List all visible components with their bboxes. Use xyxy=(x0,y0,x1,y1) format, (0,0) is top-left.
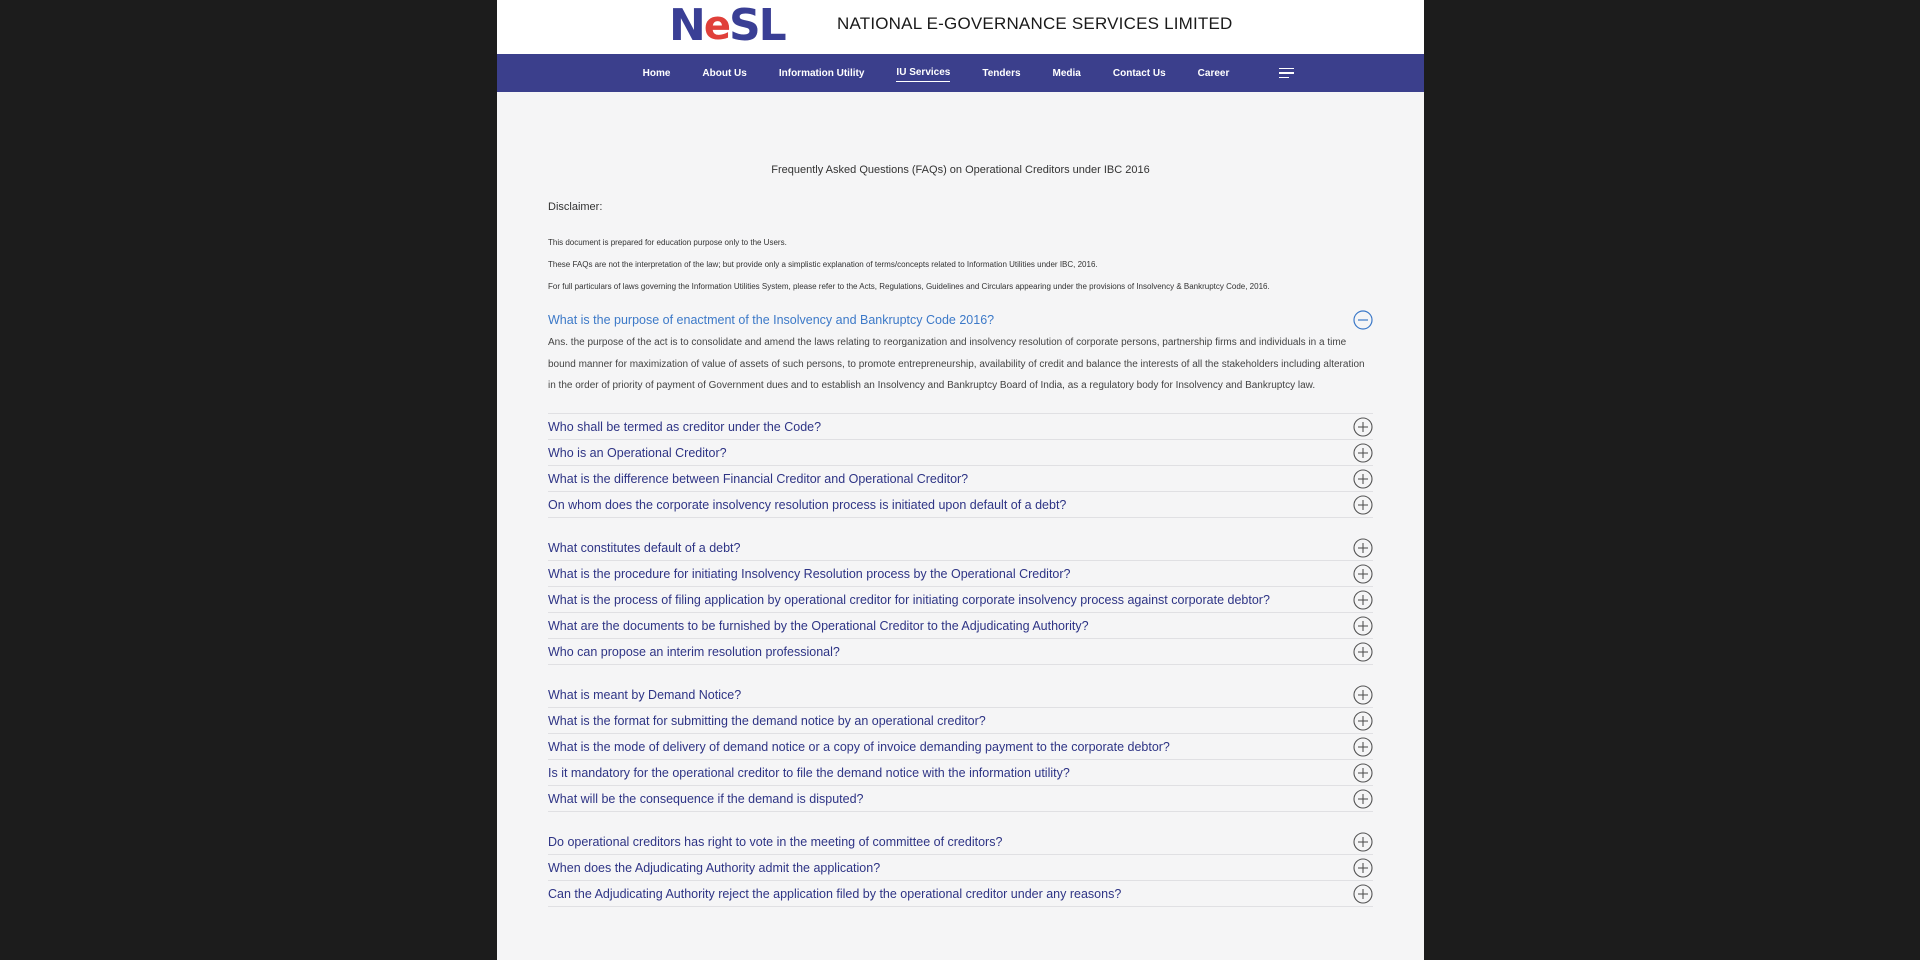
faq-question-toggle[interactable] xyxy=(548,639,1373,664)
faq-question-toggle[interactable] xyxy=(548,786,1373,811)
faq-item xyxy=(548,829,1373,855)
faq-group-spacer xyxy=(548,665,1373,682)
expand-plus-icon[interactable] xyxy=(1353,789,1373,809)
nesl-logo[interactable] xyxy=(669,0,785,51)
site-header xyxy=(497,0,1424,54)
logo-letter-n: N xyxy=(669,0,704,51)
faq-question-toggle[interactable] xyxy=(548,682,1373,707)
faq-question-toggle[interactable] xyxy=(548,760,1373,785)
faq-question-text: On whom does the corporate insolvency resolution process is initiated upon default of a debt? xyxy=(548,497,1067,512)
disclaimer-line: This document is prepared for education purpose only to the Users. xyxy=(548,238,787,247)
expand-plus-icon[interactable] xyxy=(1353,590,1373,610)
faq-question-text: Who is an Operational Creditor? xyxy=(548,445,727,460)
collapse-minus-icon[interactable] xyxy=(1353,310,1373,330)
faq-question-toggle[interactable] xyxy=(548,613,1373,638)
faq-question-text: Who can propose an interim resolution professional? xyxy=(548,644,840,659)
disclaimer-heading: Disclaimer: xyxy=(548,201,603,213)
logo-letters-sl: SL xyxy=(728,0,785,51)
faq-question-toggle[interactable] xyxy=(548,440,1373,465)
faq-group-spacer xyxy=(548,518,1373,535)
page-container xyxy=(497,0,1424,960)
faq-question-text: What is the mode of delivery of demand notice or a copy of invoice demanding payment to the corporate debtor? xyxy=(548,739,1170,754)
expand-plus-icon[interactable] xyxy=(1353,469,1373,489)
faq-question-text: What is the difference between Financial Creditor and Operational Creditor? xyxy=(548,471,969,486)
expand-plus-icon[interactable] xyxy=(1353,737,1373,757)
expand-plus-icon[interactable] xyxy=(1353,763,1373,783)
faq-item xyxy=(548,413,1373,440)
expand-plus-icon[interactable] xyxy=(1353,495,1373,515)
faq-question-toggle[interactable] xyxy=(548,708,1373,733)
faq-question-text: What constitutes default of a debt? xyxy=(548,540,741,555)
disclaimer-line: These FAQs are not the interpretation of the law; but provide only a simplistic explanation of terms/concepts related to Information Utilities under IBC, 2016. xyxy=(548,260,1098,269)
faq-item xyxy=(548,708,1373,734)
faq-item xyxy=(548,561,1373,587)
faq-item-open xyxy=(548,307,1373,413)
nav-item-media[interactable]: Media xyxy=(1052,67,1081,79)
page-title: Frequently Asked Questions (FAQs) on Operational Creditors under IBC 2016 xyxy=(771,164,1150,176)
faq-question-text: What will be the consequence if the demand is disputed? xyxy=(548,791,864,806)
expand-plus-icon[interactable] xyxy=(1353,832,1373,852)
faq-item xyxy=(548,466,1373,492)
expand-plus-icon[interactable] xyxy=(1353,711,1373,731)
faq-item xyxy=(548,440,1373,466)
faq-question-toggle[interactable] xyxy=(548,881,1373,906)
expand-plus-icon[interactable] xyxy=(1353,616,1373,636)
expand-plus-icon[interactable] xyxy=(1353,417,1373,437)
faq-item xyxy=(548,613,1373,639)
main-content xyxy=(497,164,1424,907)
nav-item-career[interactable]: Career xyxy=(1197,67,1230,79)
faq-item xyxy=(548,855,1373,881)
expand-plus-icon[interactable] xyxy=(1353,685,1373,705)
faq-question-toggle[interactable] xyxy=(548,561,1373,586)
main-navigation xyxy=(497,54,1424,92)
faq-question-toggle[interactable] xyxy=(548,855,1373,880)
expand-plus-icon[interactable] xyxy=(1353,858,1373,878)
faq-item xyxy=(548,639,1373,665)
organization-name: NATIONAL E-GOVERNANCE SERVICES LIMITED xyxy=(837,14,1233,33)
faq-item xyxy=(548,587,1373,613)
nav-item-iu-services[interactable]: IU Services xyxy=(896,64,950,82)
nav-item-information-utility[interactable]: Information Utility xyxy=(778,67,865,79)
faq-item xyxy=(548,734,1373,760)
faq-accordion xyxy=(548,307,1373,907)
faq-question-text: What is meant by Demand Notice? xyxy=(548,687,742,702)
faq-question-text: What is the purpose of enactment of the Insolvency and Bankruptcy Code 2016? xyxy=(548,312,995,327)
faq-question-text: Who shall be termed as creditor under the Code? xyxy=(548,419,822,434)
faq-question-text: What is the process of filing application by operational creditor for initiating corporate insolvency process against corporate debtor? xyxy=(548,592,1270,607)
faq-question-toggle[interactable] xyxy=(548,829,1373,854)
faq-question-toggle[interactable] xyxy=(548,414,1373,439)
faq-group-spacer xyxy=(548,812,1373,829)
expand-plus-icon[interactable] xyxy=(1353,884,1373,904)
faq-question-toggle[interactable] xyxy=(548,492,1373,517)
faq-item xyxy=(548,786,1373,812)
faq-question-toggle[interactable] xyxy=(548,466,1373,491)
nav-item-tenders[interactable]: Tenders xyxy=(982,67,1021,79)
faq-item xyxy=(548,760,1373,786)
faq-question-text: Is it mandatory for the operational creditor to file the demand notice with the information utility? xyxy=(548,765,1070,780)
expand-plus-icon[interactable] xyxy=(1353,538,1373,558)
expand-plus-icon[interactable] xyxy=(1353,443,1373,463)
faq-item xyxy=(548,881,1373,907)
faq-question-text: Do operational creditors has right to vote in the meeting of committee of creditors? xyxy=(548,834,1003,849)
expand-plus-icon[interactable] xyxy=(1353,564,1373,584)
hamburger-menu-icon[interactable] xyxy=(1279,68,1294,79)
faq-question-toggle[interactable] xyxy=(548,587,1373,612)
faq-question-toggle[interactable] xyxy=(548,535,1373,560)
faq-question-text: Can the Adjudicating Authority reject the application filed by the operational creditor under any reasons? xyxy=(548,886,1122,901)
faq-question-text: What is the format for submitting the demand notice by an operational creditor? xyxy=(548,713,986,728)
faq-question-toggle[interactable] xyxy=(548,307,1373,332)
expand-plus-icon[interactable] xyxy=(1353,642,1373,662)
faq-question-text: What are the documents to be furnished by the Operational Creditor to the Adjudicating Authority? xyxy=(548,618,1089,633)
faq-question-text: What is the procedure for initiating Insolvency Resolution process by the Operational Creditor? xyxy=(548,566,1071,581)
nav-item-home[interactable]: Home xyxy=(642,67,671,79)
faq-question-toggle[interactable] xyxy=(548,734,1373,759)
faq-item xyxy=(548,535,1373,561)
nav-item-about-us[interactable]: About Us xyxy=(702,67,747,79)
faq-answer-text: Ans. the purpose of the act is to consolidate and amend the laws relating to reorganization and insolvency resolution of corporate persons, partnership firms and individuals in a time bound manner for maximization of value of assets of such persons, to promote entrepreneurship, availability of credit and balance the interests of all the stakeholders including alteration in the order of priority of payment of Government dues and to establish an Insolvency and Bankruptcy Board of India, as a regulatory body for Insolvency and Bankruptcy law. xyxy=(548,337,1365,392)
faq-item xyxy=(548,682,1373,708)
faq-question-text: When does the Adjudicating Authority admit the application? xyxy=(548,860,881,875)
disclaimer-text xyxy=(548,238,1373,304)
disclaimer-line: For full particulars of laws governing the Information Utilities System, please refer to the Acts, Regulations, Guidelines and Circulars appearing under the provisions of Insolvency & Bankruptcy Code, 2016. xyxy=(548,282,1270,291)
logo-letter-e: e xyxy=(703,3,729,49)
faq-item xyxy=(548,492,1373,518)
nav-item-contact-us[interactable]: Contact Us xyxy=(1112,67,1166,79)
